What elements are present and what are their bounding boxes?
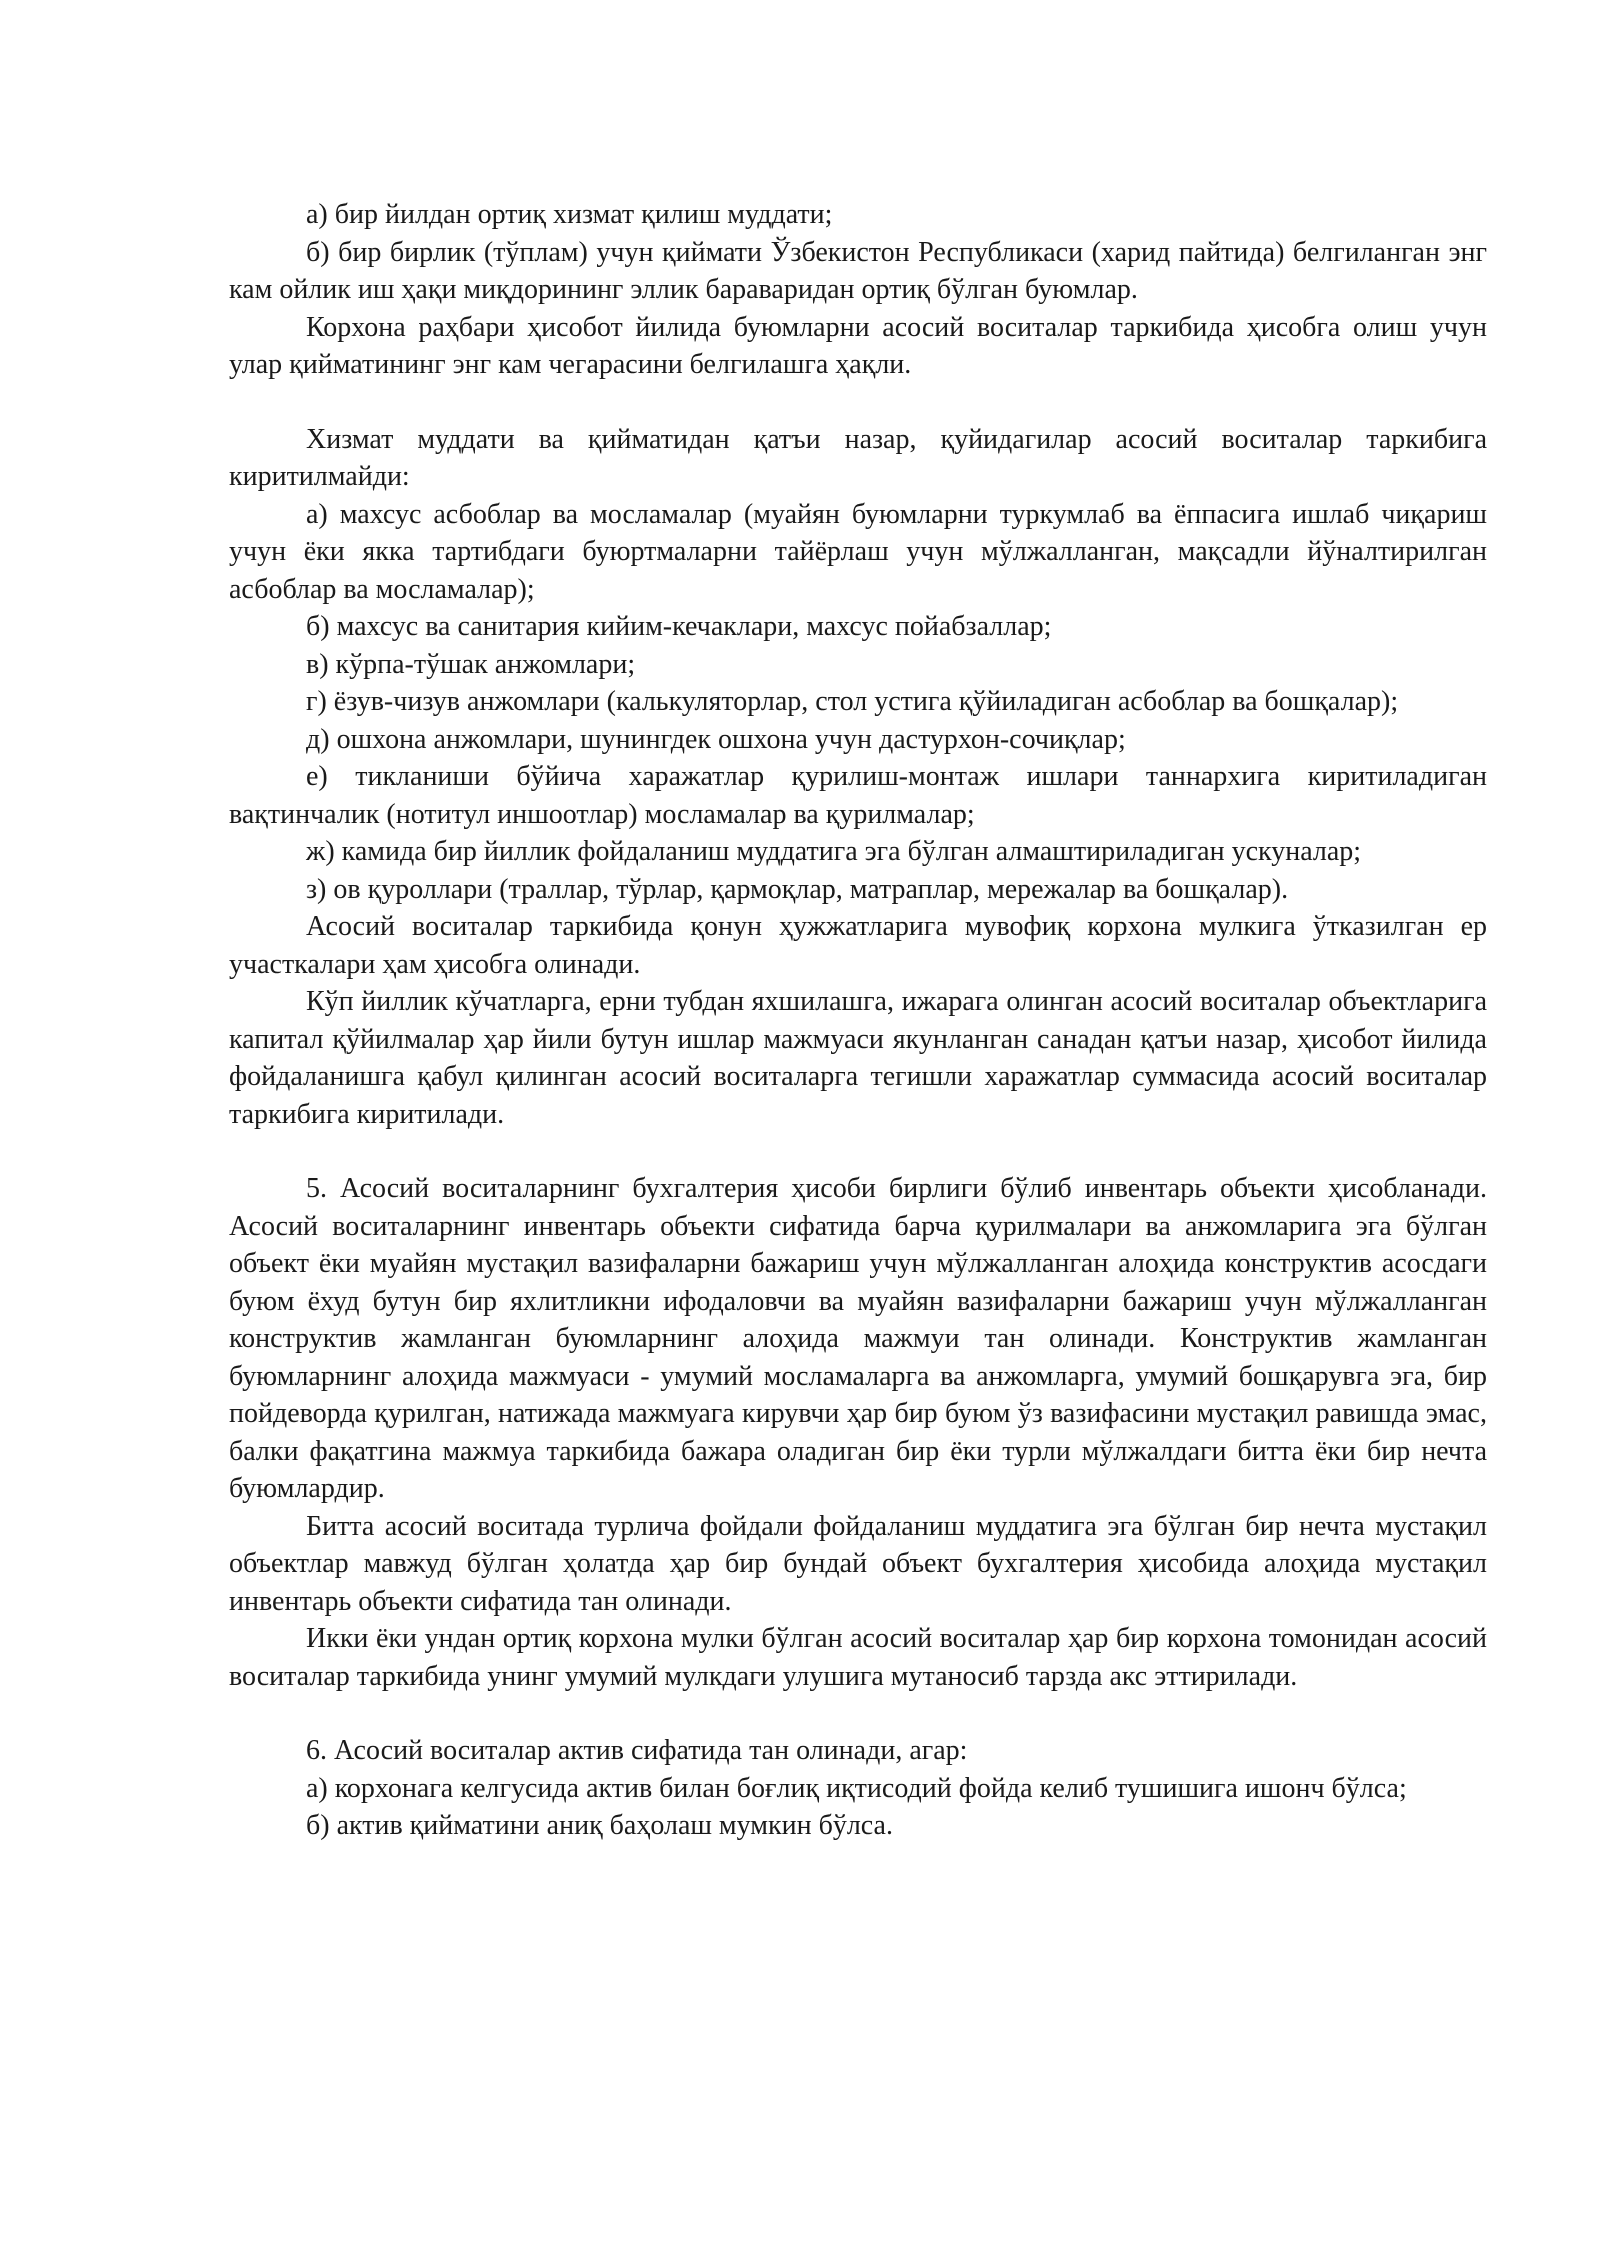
list-item: в) кўрпа-тўшак анжомлари; [306,648,636,680]
paragraph: Асосий воситалар таркибида қонун ҳужжатларига мувофиқ корхона мулкига ўтказилган ер участкалари ҳам ҳисобга олинади. [229,911,1487,980]
list-item: б) актив қийматини аниқ баҳолаш мумкин бўлса. [306,1810,893,1841]
list-item: ж) камида бир йиллик фойдаланиш муддатига эга бўлган алмаштириладиган ускуналар; [306,836,1362,867]
list-item: б) махсус ва санитария кийим-кечаклари, махсус пойабзаллар; [306,611,1052,642]
paragraph: Кўп йиллик кўчатларга, ерни тубдан яхшилашга, ижарага олинган асосий воситалар объектларига капитал қўйилмалар ҳар йили бутун ишлар мажмуаси якунланган санадан қатъи назар, ҳисобот йилида фойдаланишга қабул қилинган асосий воситаларга тегишли харажатлар суммасида асосий воситалар таркибига киритилади. [229,986,1487,1130]
paragraph: Хизмат муддати ва қийматидан қатъи назар, қуйидагилар асосий воситалар таркибига киритилмайди: [229,423,1487,492]
document-page [229,196,1487,1845]
list-item: г) ёзув-чизув анжомлари (калькуляторлар, стол устига қўйиладиган асбоблар ва бошқалар); [306,686,1399,717]
section-6-paragraph: 6. Асосий воситалар актив сифатида тан олинади, агар: [306,1735,968,1766]
paragraph: б) бир бирлик (тўплам) учун қиймати Ўзбекистон Республикаси (харид пайтида) белгиланган энг кам ойлик иш ҳақи миқдорининг эллик бараваридан ортиқ бўлган буюмлар. [229,236,1487,305]
list-item: а) махсус асбоблар ва мосламалар (муайян буюмларни туркумлаб ва ёппасига ишлаб чиқариш учун ёки якка тартибдаги буюртмаларни тайёрлаш учун мўлжалланган, мақсадли йўналтирилган асбоблар ва мосламалар); [229,498,1487,605]
list-item: д) ошхона анжомлари, шунингдек ошхона учун дастурхон-сочиқлар; [306,723,1126,755]
paragraph: Корхона раҳбари ҳисобот йилида буюмларни асосий воситалар таркибида ҳисобга олиш учун улар қийматининг энг кам чегарасини белгилашга ҳақли. [229,311,1487,380]
list-item: е) тикланиши бўйича харажатлар қурилиш-монтаж ишлари таннархига киритиладиган вақтинчалик (нотитул иншоотлар) мосламалар ва қурилмалар; [229,761,1487,830]
list-item: з) ов қуроллари (траллар, тўрлар, қармоқлар, матраплар, мережалар ва бошқалар). [306,873,1289,905]
paragraph: а) бир йилдан ортиқ хизмат қилиш муддати; [306,199,833,230]
paragraph: Битта асосий воситада турлича фойдали фойдаланиш муддатига эга бўлган бир нечта мустақил объектлар мавжуд бўлган ҳолатда ҳар бир бундай объект бухгалтерия ҳисобида алоҳида мустақил инвентарь объекти сифатида тан олинади. [229,1510,1487,1617]
list-item: а) корхонага келгусида актив билан боғлиқ иқтисодий фойда келиб тушишига ишонч бўлса; [306,1772,1407,1804]
section-5-paragraph: 5. Асосий воситаларнинг бухгалтерия ҳисоби бирлиги бўлиб инвентарь объекти ҳисобланади. Асосий воситаларнинг инвентарь объекти сифатида барча қурилмалари ва анжомларига эга бўлган объект ёки муайян мустақил вазифаларни бажариш учун мўлжалланган алоҳида конструктив асосдаги буюм ёхуд бутун бир яхлитликни ифодаловчи ва муайян вазифаларни бажариш учун мўлжалланган конструктив жамланган буюмларнинг алоҳида мажмуи тан олинади. Конструктив жамланган буюмларнинг алоҳида мажмуаси - умумий мосламаларга ва анжомларга, умумий бошқарувга эга, бир пойдеворда қурилган, натижада мажмуага кирувчи ҳар бир буюм ўз вазифасини мустақил равишда эмас, балки фақатгина мажмуа таркибида бажара оладиган бир ёки турли мўлжалдаги битта ёки бир нечта буюмлардир. [229,1173,1487,1504]
paragraph: Икки ёки ундан ортиқ корхона мулки бўлган асосий воситалар ҳар бир корхона томонидан асосий воситалар таркибида унинг умумий мулкдаги улушига мутаносиб тарзда акс эттирилади. [229,1623,1487,1692]
